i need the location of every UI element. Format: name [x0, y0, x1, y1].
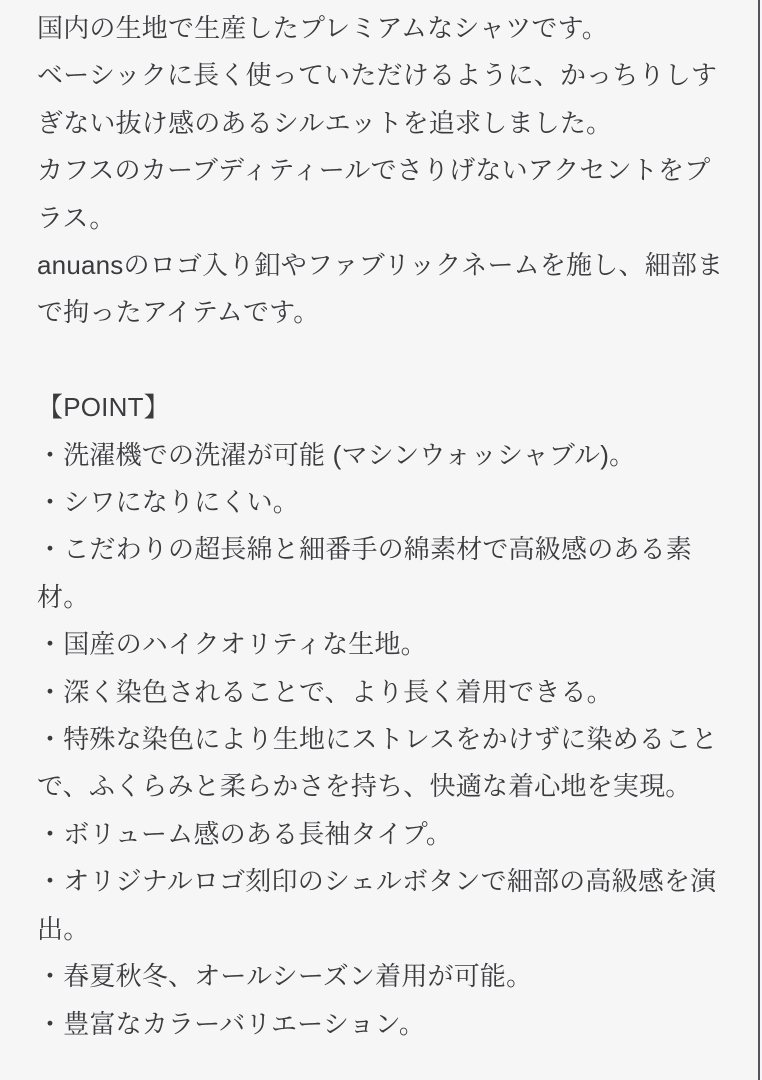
point-line: で、ふくらみと柔らかさを持ち、快適な着心地を実現。: [37, 771, 692, 802]
point-line: ・特殊な染色により生地にストレスをかけずに染めること: [37, 724, 718, 755]
text-line: ぎない抜け感のあるシルエットを追求しました。: [37, 107, 613, 138]
text-line: で拘ったアイテムです。: [37, 297, 320, 328]
point-line: ・春夏秋冬、オールシーズン着用が可能。: [37, 961, 533, 992]
paragraph-spacer: [37, 337, 728, 384]
point-line: ・オリジナルロゴ刻印のシェルボタンで細部の高級感を演: [37, 866, 717, 897]
point-line: 材。: [37, 581, 90, 612]
scrollbar[interactable]: [758, 0, 760, 1080]
description-intro: [37, 5, 728, 337]
point-heading: 【POINT】: [37, 392, 170, 423]
point-line: ・こだわりの超長綿と細番手の綿素材で高級感のある素: [37, 534, 693, 565]
point-line: ・深く染色されることで、より長く着用できる。: [37, 676, 613, 707]
point-line: ・豊富なカラーバリエーション。: [37, 1008, 426, 1039]
text-line: 国内の生地で生産したプレミアムなシャツです。: [37, 13, 608, 43]
text-line: カフスのカーブディティールでさりげないアクセントをプ: [37, 155, 711, 186]
point-line: ・洗濯機での洗濯が可能 (マシンウォッシャブル)。: [37, 439, 636, 470]
text-line: ラス。: [37, 202, 116, 233]
point-line: 出。: [37, 913, 90, 944]
point-line: ・国産のハイクオリティな生地。: [37, 629, 427, 660]
point-line: ・シワになりにくい。: [37, 487, 300, 518]
text-line: anuansのロゴ入り釦やファブリックネームを施し、細部ま: [37, 250, 724, 281]
text-line: ベーシックに長く使っていただけるように、かっちりしす: [37, 60, 718, 91]
point-list: [37, 432, 728, 1048]
point-line: ・ボリューム感のある長袖タイプ。: [37, 818, 453, 849]
